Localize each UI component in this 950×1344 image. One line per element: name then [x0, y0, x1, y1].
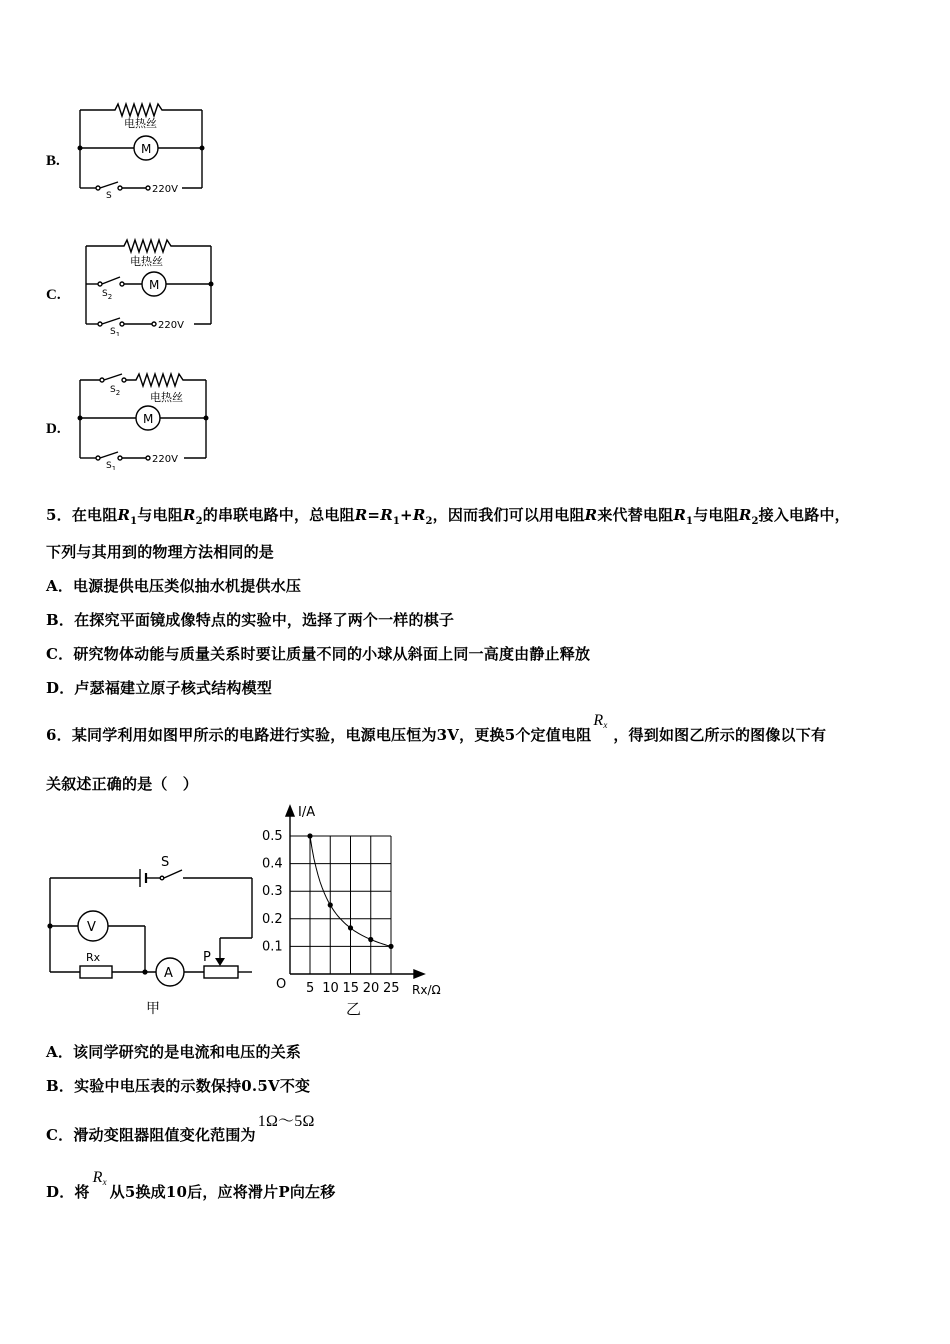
- q6-option-d: D．将 R x 从5换成10后，应将滑片P向左移: [46, 1169, 336, 1201]
- ammeter-label: A: [164, 966, 173, 981]
- switch-label: S: [106, 191, 112, 200]
- switch-s1: [100, 452, 118, 458]
- data-point: [388, 944, 393, 949]
- circuit-jia: [40, 852, 265, 1020]
- q5-option-c: C．研究物体动能与质量关系时要让质量不同的小球从斜面上同一高度由静止释放: [46, 645, 591, 663]
- option-c-label: C.: [46, 287, 61, 303]
- range-formula: 1Ω～5Ω: [257, 1113, 315, 1130]
- y-axis-arrow: [286, 806, 294, 816]
- switch-s: [164, 870, 182, 878]
- voltage-label: 220V: [158, 320, 184, 331]
- q6-option-a: A．该同学研究的是电流和电压的关系: [46, 1043, 302, 1061]
- y-axis-label: I/A: [298, 805, 316, 820]
- heating-wire: [86, 240, 211, 252]
- caption-yi: 乙: [346, 1000, 362, 1018]
- x-tick-label: 15: [342, 981, 360, 996]
- q6-option-c: C．滑动变阻器阻值变化范围为1Ω～5Ω: [46, 1113, 315, 1144]
- voltage-label: 220V: [152, 454, 178, 465]
- voltage-label: 220V: [152, 184, 178, 195]
- q5-option-d: D．卢瑟福建立原子核式结构模型: [46, 679, 273, 697]
- heating-wire: [126, 374, 206, 386]
- x-tick-label: 5: [306, 981, 315, 996]
- wire-label: 电热丝: [150, 391, 183, 404]
- rheostat: [204, 966, 238, 978]
- slider-label: P: [203, 950, 211, 965]
- switch-s: [100, 182, 118, 188]
- caption-jia: 甲: [146, 1001, 160, 1017]
- option-d-label: D.: [46, 421, 61, 437]
- chart-grid: [290, 836, 391, 974]
- wire-label: 电热丝: [130, 255, 163, 268]
- q6-option-b: B．实验中电压表的示数保持0.5V不变: [46, 1077, 311, 1095]
- q6-stem-line1: 6．某同学利用如图甲所示的电路进行实验，电源电压恒为3V，更换5个定值电阻 R x ，得到如图乙所示的图像以下有: [46, 712, 827, 744]
- y-tick-label: 0.1: [262, 939, 283, 955]
- switch-s1-label: $S_1$: [106, 461, 117, 470]
- data-point: [328, 902, 333, 907]
- x-tick-label: 25: [383, 981, 400, 996]
- switch-s2: [104, 374, 122, 380]
- resistor-label: Rx: [86, 951, 101, 964]
- motor-label: M: [143, 412, 154, 426]
- x-tick-label: 20: [362, 981, 380, 996]
- slider-arrow: [215, 958, 225, 966]
- data-point: [368, 937, 373, 942]
- q5-option-b: B．在探究平面镜成像特点的实验中，选择了两个一样的棋子: [46, 611, 455, 629]
- resistor-rx: [80, 966, 112, 978]
- y-tick-label: 0.4: [262, 856, 283, 872]
- data-point: [348, 925, 353, 930]
- q5-option-a: A．电源提供电压类似抽水机提供水压: [46, 577, 302, 595]
- switch-label: S: [161, 855, 170, 870]
- graph-yi: [258, 800, 458, 1022]
- motor-label: M: [149, 278, 160, 292]
- q6-stem-line2: 关叙述正确的是（ ）: [46, 775, 199, 793]
- y-tick-label: 0.5: [262, 829, 283, 844]
- motor-label: M: [141, 142, 152, 156]
- switch-s2-label: $S_2$: [102, 289, 113, 301]
- switch-s1: [102, 318, 120, 324]
- option-b-label: B.: [46, 153, 60, 169]
- heating-wire: [80, 104, 202, 116]
- voltmeter-label: V: [87, 920, 96, 935]
- q5-stem-line1: 5．在电阻$R_1$与电阻$R_2$的串联电路中，总电阻$R=R_1+R_2$，因而我们可以用电阻R来代替电阻$R_1$与电阻$R_2$接入电路中，: [46, 506, 850, 527]
- chart-axes: [286, 806, 424, 978]
- circuit-d: [70, 370, 220, 470]
- q5-stem-line2: 下列与其用到的物理方法相同的是: [46, 543, 275, 561]
- switch-s1-label: $S_1$: [110, 327, 121, 336]
- x-axis-arrow: [414, 970, 424, 978]
- origin-label: O: [276, 977, 287, 992]
- wire-label: 电热丝: [124, 117, 157, 130]
- switch-s2: [102, 277, 120, 284]
- y-tick-label: 0.3: [262, 884, 283, 900]
- circuit-b: [70, 100, 220, 200]
- switch-s2-label: $S_2$: [110, 385, 121, 397]
- data-point: [307, 833, 312, 838]
- x-tick-label: 10: [322, 981, 339, 996]
- y-tick-label: 0.2: [262, 911, 283, 927]
- circuit-c: [76, 236, 226, 336]
- x-axis-label: Rx/Ω: [412, 983, 441, 997]
